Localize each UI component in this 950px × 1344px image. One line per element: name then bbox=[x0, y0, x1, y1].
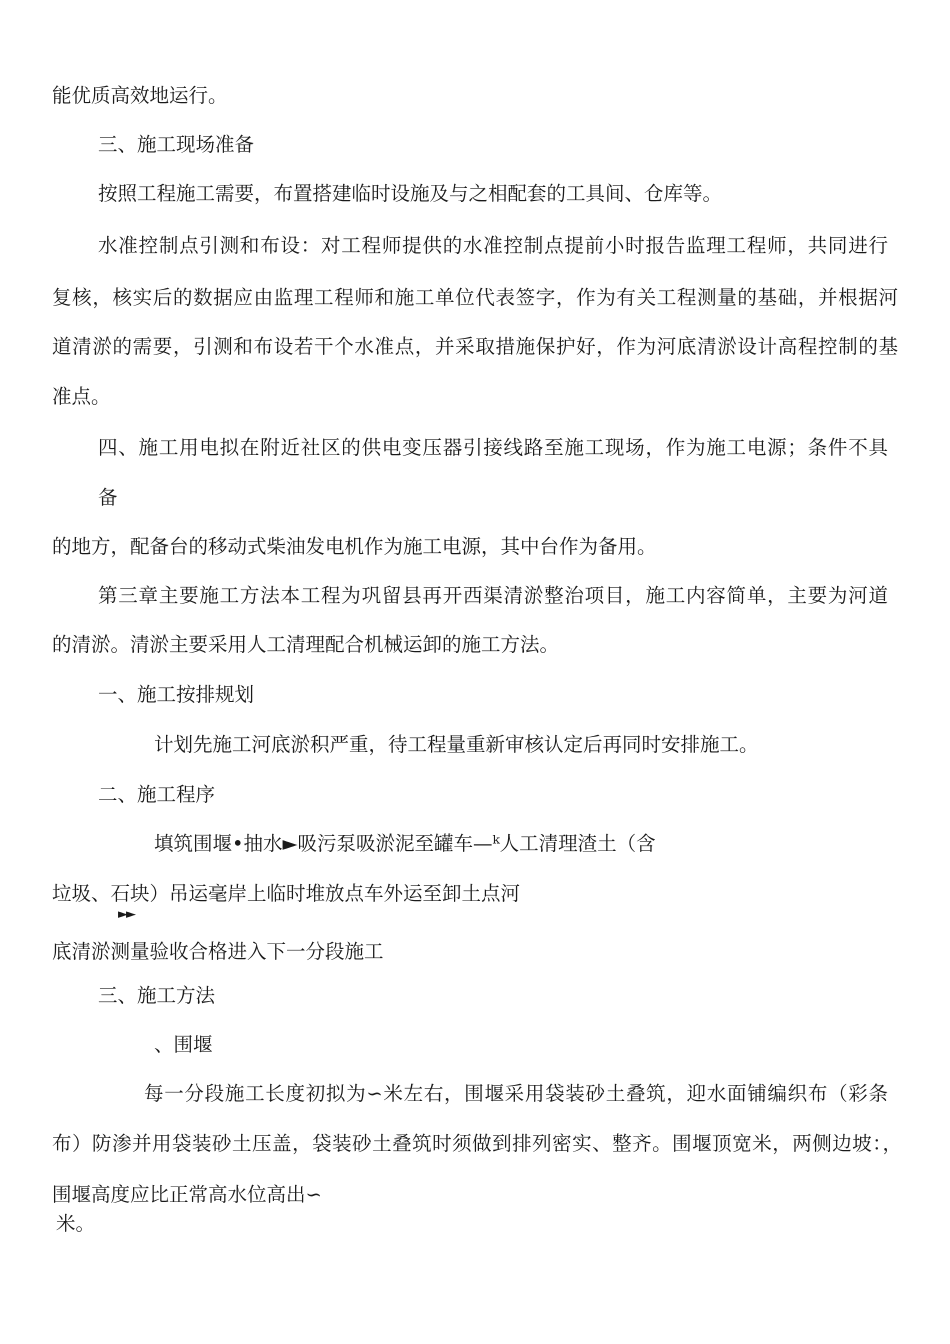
paragraph-line: 复核，核实后的数据应由监理工程师和施工单位代表签字，作为有关工程测量的基础，并根据河 bbox=[52, 286, 898, 309]
procedure-line: 底清淤测量验收合格进入下一分段施工 bbox=[52, 940, 384, 963]
section-heading: 二、施工程序 bbox=[98, 783, 216, 806]
section-heading: 三、施工现场准备 bbox=[98, 133, 255, 156]
paragraph-line: 能优质高效地运行。 bbox=[52, 84, 228, 107]
paragraph-line: 第三章主要施工方法本工程为巩留县再开西渠清淤整治项目，施工内容简单，主要为河道 bbox=[98, 584, 888, 607]
procedure-line: 填筑围堰•抽水►吸污泵吸淤泥至罐车—ᵏ人工清理渣土（含 bbox=[154, 832, 656, 855]
paragraph-line: 水准控制点引测和布设：对工程师提供的水准控制点提前小时报告监理工程师，共同进行 bbox=[98, 234, 888, 257]
paragraph-line: 的地方，配备台的移动式柴油发电机作为施工电源，其中台作为备用。 bbox=[52, 535, 657, 558]
paragraph-line: 布）防渗并用袋装砂土压盖，袋装砂土叠筑时须做到排列密实、整齐。围堰顶宽米，两侧边坡：， bbox=[52, 1132, 902, 1155]
paragraph-line: 的清淤。清淤主要采用人工清理配合机械运卸的施工方法。 bbox=[52, 633, 560, 656]
paragraph-line: 围堰高度应比正常高水位高出∽ bbox=[52, 1183, 322, 1206]
paragraph-line: 按照工程施工需要，布置搭建临时设施及与之相配套的工具间、仓库等。 bbox=[98, 182, 723, 205]
paragraph-line: 准点。 bbox=[52, 385, 111, 408]
paragraph-line: 计划先施工河底淤积严重，待工程量重新审核认定后再同时安排施工。 bbox=[154, 733, 759, 756]
paragraph-line: 备 bbox=[98, 486, 118, 509]
section-heading: 三、施工方法 bbox=[98, 984, 216, 1007]
procedure-line: 垃圾、石块）吊运毫岸上临时堆放点车外运至卸土点河 bbox=[52, 882, 521, 905]
paragraph-line: 道清淤的需要，引测和布设若干个水准点，并采取措施保护好，作为河底清淤设计高程控制的基 bbox=[52, 335, 898, 358]
paragraph-line: 米。 bbox=[56, 1212, 96, 1235]
double-arrow-glyph: ►► bbox=[118, 907, 134, 922]
section-heading: 一、施工按排规划 bbox=[98, 683, 255, 706]
paragraph-line: 四、施工用电拟在附近社区的供电变压器引接线路至施工现场，作为施工电源；条件不具 bbox=[98, 436, 888, 459]
paragraph-line: 每一分段施工长度初拟为∽米左右，围堰采用袋装砂土叠筑，迎水面铺编织布（彩条 bbox=[144, 1082, 888, 1105]
subsection-heading: 、围堰 bbox=[154, 1033, 213, 1056]
